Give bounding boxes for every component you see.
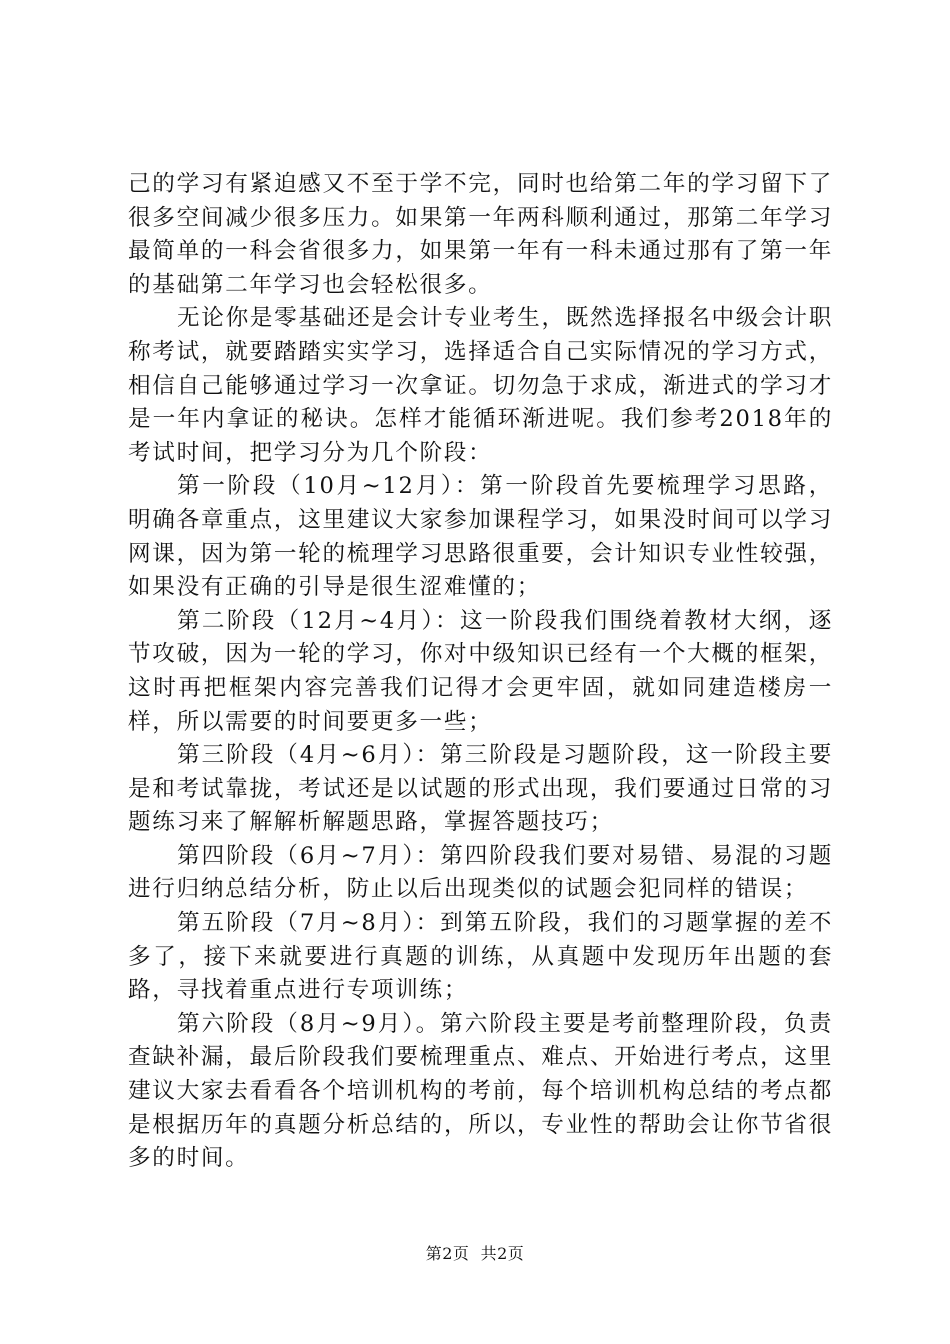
- page-footer: [0, 1244, 950, 1264]
- paragraph-stage-5: 第五阶段（7月~8月）：到第五阶段，我们的习题掌握的差不多了，接下来就要进行真题的训练，从真题中发现历年出题的套路，寻找着重点进行专项训练；: [128, 910, 833, 1004]
- page-number: 第2页 共2页: [425, 1244, 525, 1263]
- paragraph-stage-2: 第二阶段（12月~4月）：这一阶段我们围绕着教材大纲，逐节攻破，因为一轮的学习，你对中级知识已经有一个大概的框架，这时再把框架内容完善我们记得才会更牢固，就如同建造楼房一样，所以需要的时间要更多一些；: [128, 607, 833, 735]
- paragraph-stage-3: 第三阶段（4月~6月）：第三阶段是习题阶段，这一阶段主要是和考试靠拢，考试还是以试题的形式出现，我们要通过日常的习题练习来了解解析解题思路，掌握答题技巧；: [128, 742, 833, 836]
- paragraph-continuation: 己的学习有紧迫感又不至于学不完，同时也给第二年的学习留下了很多空间减少很多压力。如果第一年两科顺利通过，那第二年学习最简单的一科会省很多力，如果第一年有一科未通过那有了第一年的基础第二年学习也会轻松很多。: [128, 171, 833, 298]
- paragraph-stage-6: 第六阶段（8月~9月）。第六阶段主要是考前整理阶段，负责查缺补漏，最后阶段我们要梳理重点、难点、开始进行考点，这里建议大家去看看各个培训机构的考前，每个培训机构总结的考点都是根据历年的真题分析总结的，所以，专业性的帮助会让你节省很多的时间。: [128, 1010, 833, 1172]
- paragraph-stage-4: 第四阶段（6月~7月）：第四阶段我们要对易错、易混的习题进行归纳总结分析，防止以后出现类似的试题会犯同样的错误；: [128, 842, 833, 903]
- paragraph-intro-stages: 无论你是零基础还是会计专业考生，既然选择报名中级会计职称考试，就要踏踏实实学习，选择适合自己实际情况的学习方式，相信自己能够通过学习一次拿证。切勿急于求成，渐进式的学习才是一年内拿证的秘诀。怎样才能循环渐进呢。我们参考2018年的考试时间，把学习分为几个阶段：: [128, 305, 833, 466]
- body-text: [128, 168, 833, 1176]
- paragraph-stage-1: 第一阶段（10月~12月）：第一阶段首先要梳理学习思路，明确各章重点，这里建议大家参加课程学习，如果没时间可以学习网课，因为第一轮的梳理学习思路很重要，会计知识专业性较强，如果没有正确的引导是很生涩难懂的；: [128, 473, 833, 601]
